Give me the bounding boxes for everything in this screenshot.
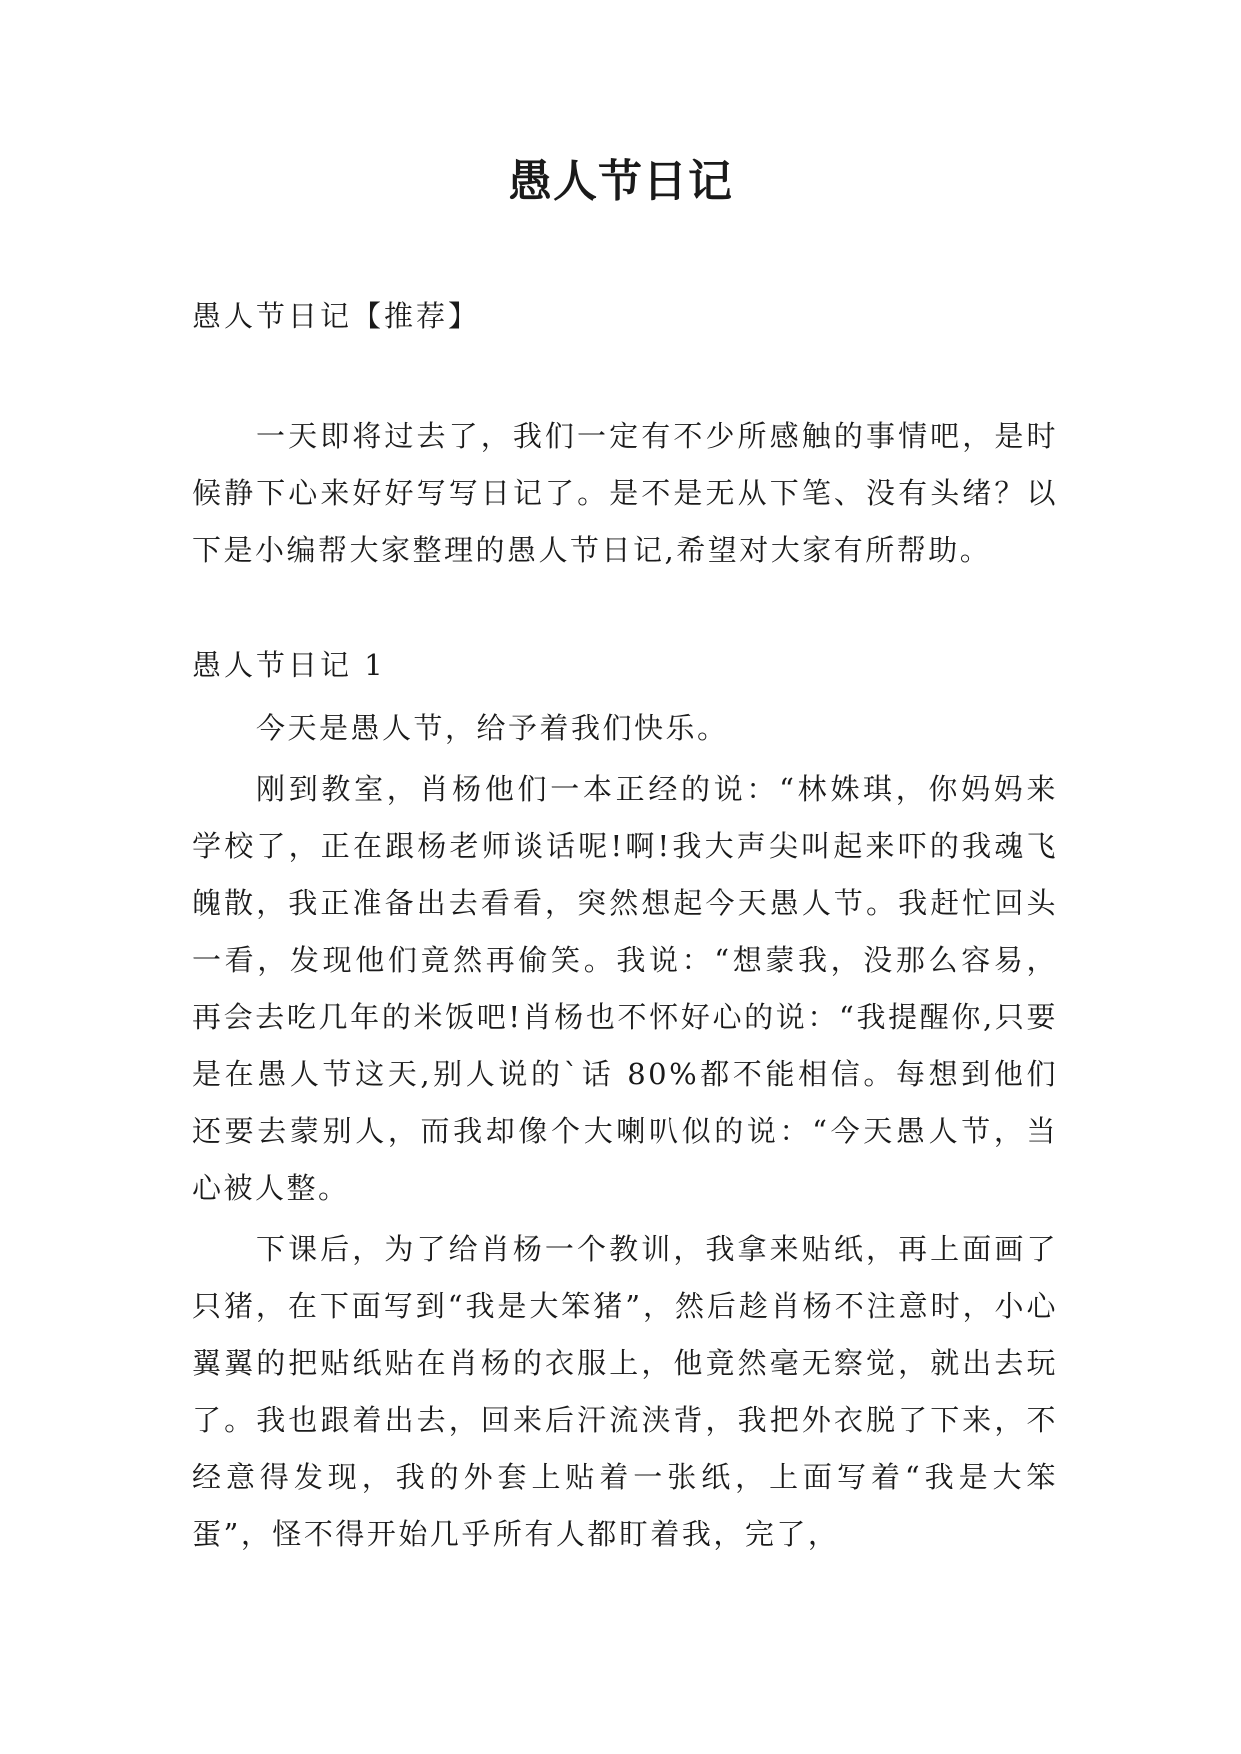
paragraph: 下课后，为了给肖杨一个教训，我拿来贴纸，再上面画了只猪，在下面写到“我是大笨猪”，然后趁肖杨不注意时，小心翼翼的把贴纸贴在肖杨的衣服上，他竟然毫无察觉，就出去玩了。我也跟着出去，回来后汗流浃背，我把外衣脱了下来，不经意得发现，我的外套上贴着一张纸，上面写着“我是大笨蛋”，怪不得开始几乎所有人都盯着我，完了， <box>192 1232 1058 1551</box>
document-subtitle: 愚人节日记【推荐】 <box>192 299 481 333</box>
intro-paragraph: 一天即将过去了，我们一定有不少所感触的事情吧，是时候静下心来好好写写日记了。是不是无从下笔、没有头绪？以下是小编帮大家整理的愚人节日记,希望对大家有所帮助。 <box>192 419 1058 567</box>
paragraph: 刚到教室，肖杨他们一本正经的说：“林姝琪，你妈妈来学校了，正在跟杨老师谈话呢!啊!我大声尖叫起来吓的我魂飞魄散，我正准备出去看看，突然想起今天愚人节。我赶忙回头一看，发现他们竟然再偷笑。我说：“想蒙我，没那么容易，再会去吃几年的米饭吧!肖杨也不怀好心的说：“我提醒你,只要是在愚人节这天,别人说的`话 80%都不能相信。每想到他们还要去蒙别人，而我却像个大喇叭似的说：“今天愚人节，当心被人整。 <box>192 772 1058 1205</box>
paragraph: 今天是愚人节，给予着我们快乐。 <box>256 711 729 745</box>
diary-content <box>192 700 1058 1567</box>
document-title: 愚人节日记 <box>508 156 733 207</box>
section-heading: 愚人节日记 1 <box>192 648 386 682</box>
